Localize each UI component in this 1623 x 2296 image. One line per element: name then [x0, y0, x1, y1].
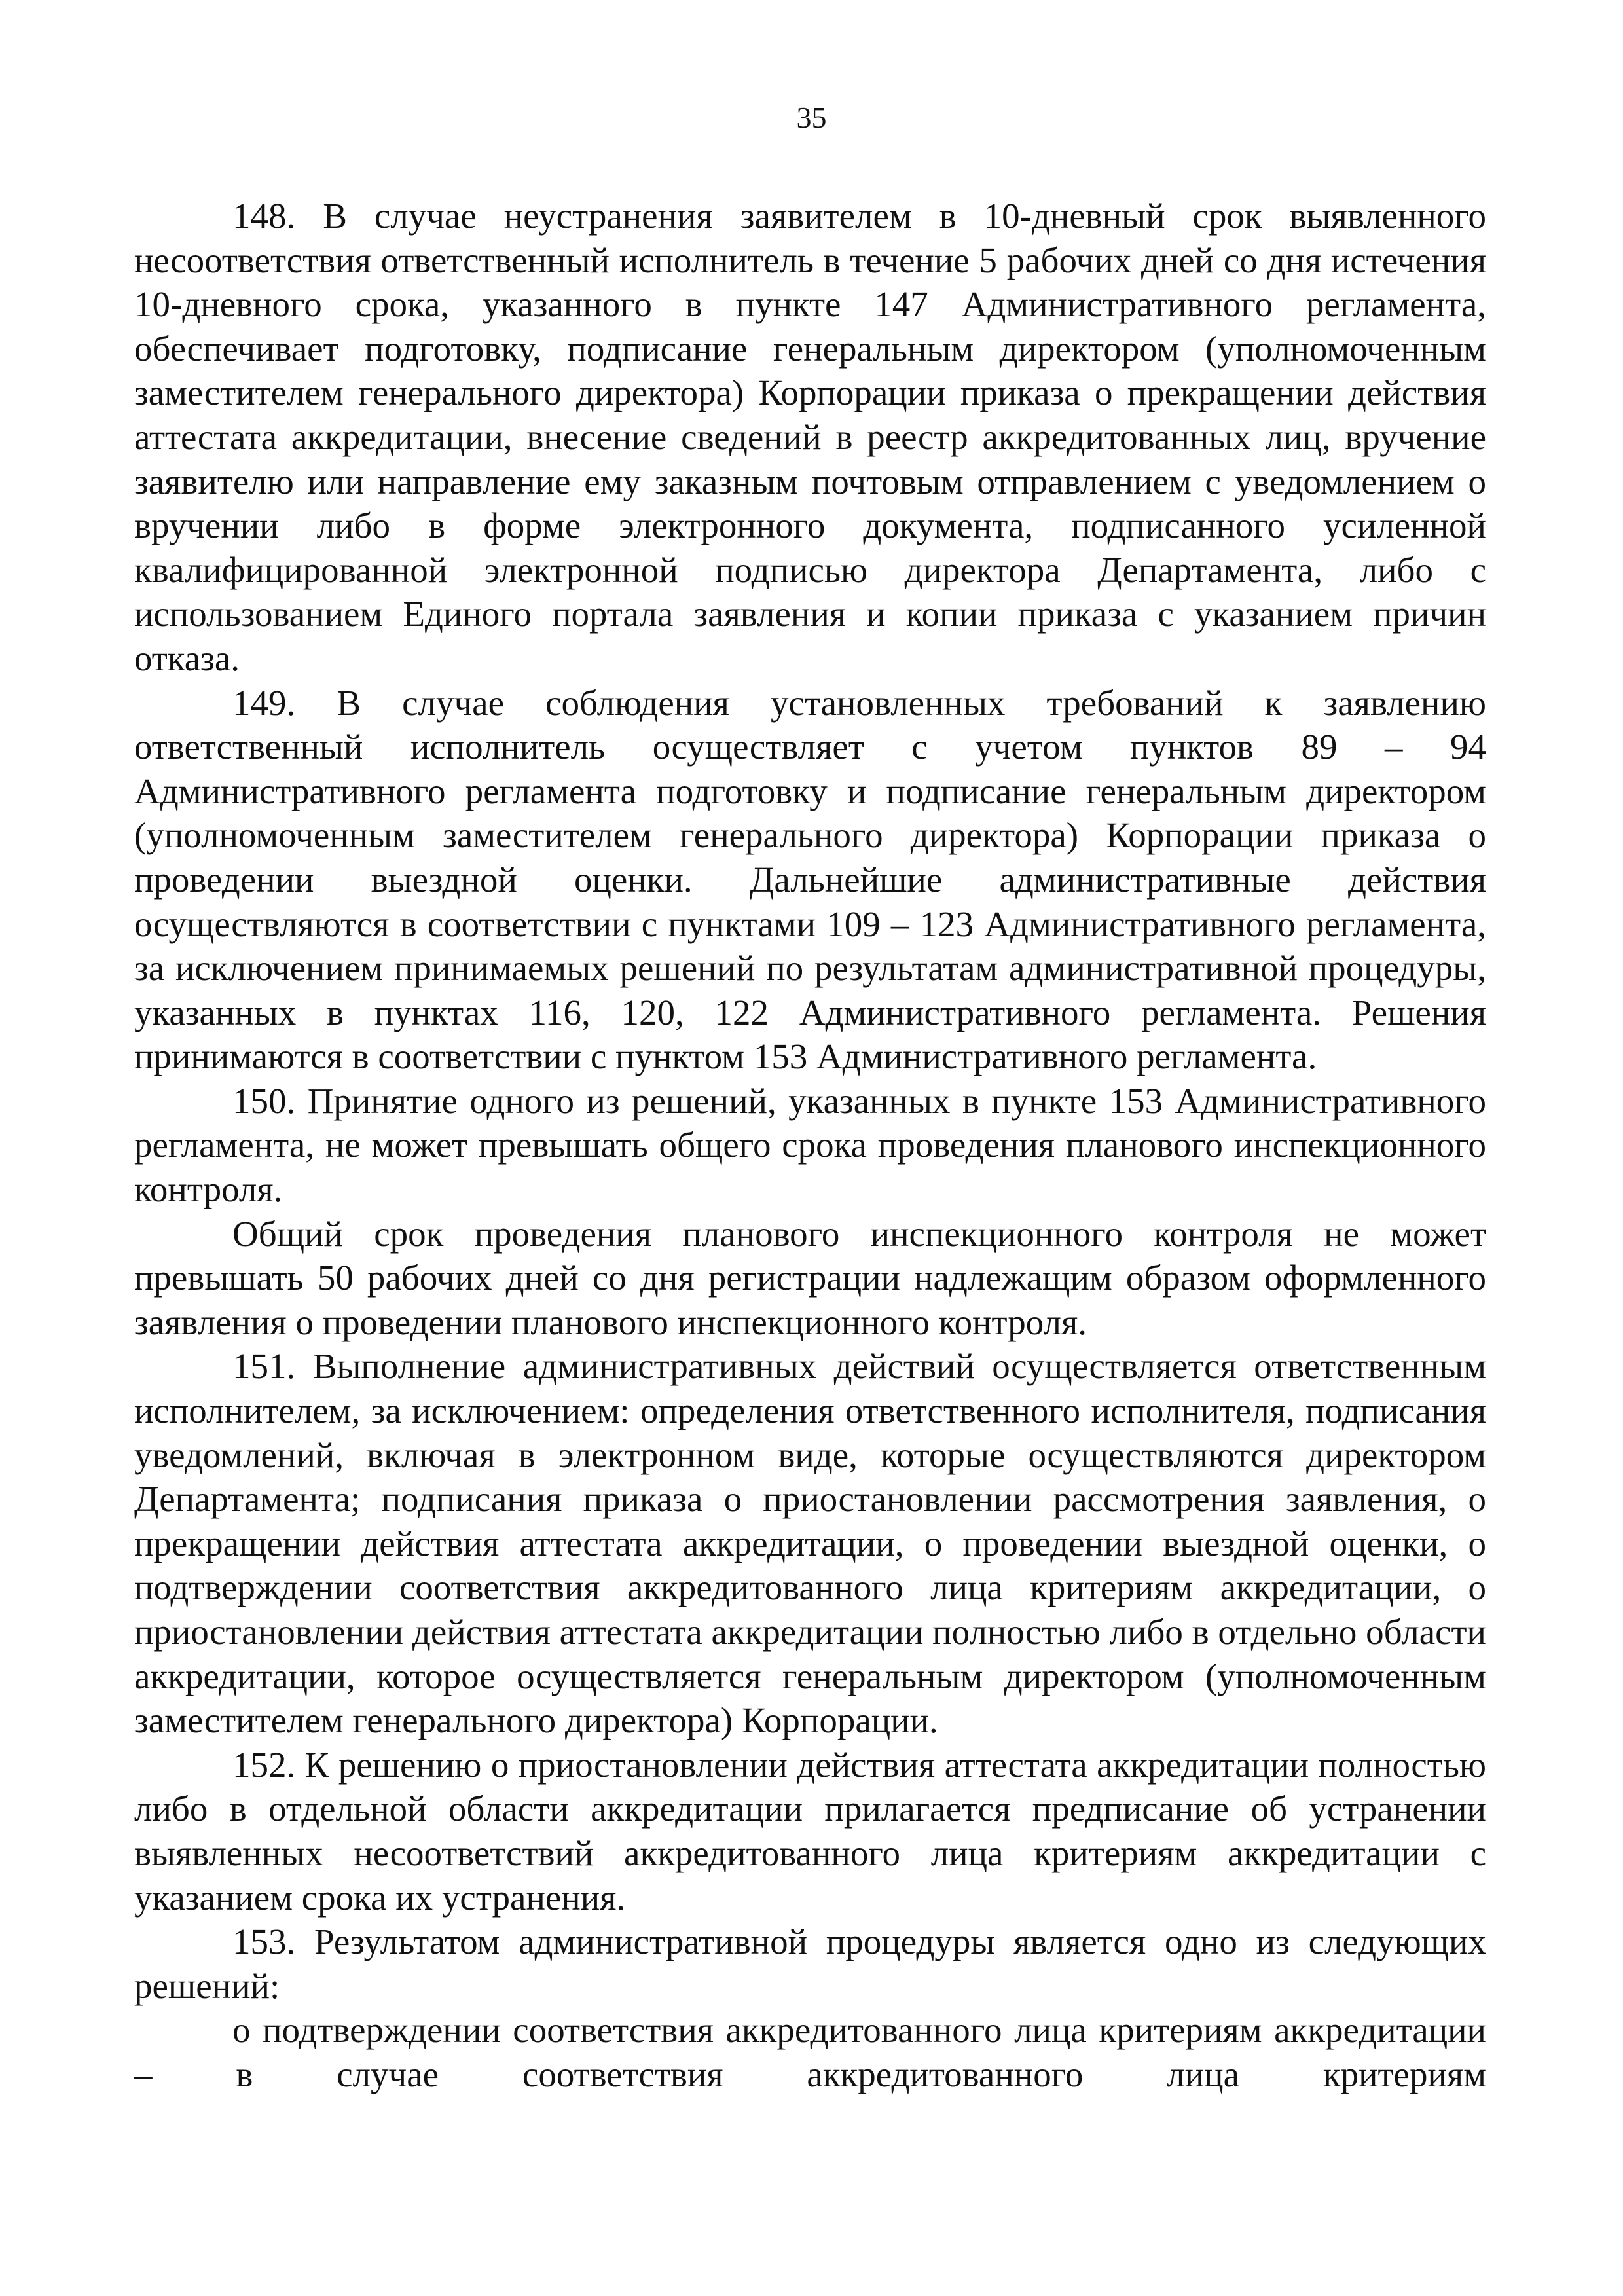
- paragraph-150: 150. Принятие одного из решений, указанных в пункте 153 Административного регламента, не может превышать общего срока проведения планового инспекционного контроля.: [134, 1080, 1486, 1210]
- paragraph-153: 153. Результатом административной процедуры является одно из следующих решений:: [134, 1922, 1486, 2006]
- page-number: 35: [796, 101, 827, 134]
- paragraph-149: 149. В случае соблюдения установленных требований к заявлению ответственный исполнитель осуществляет с учетом пунктов 89 – 94 Административного регламента подготовку и подписание генеральным директором (уполномоченным заместителем генерального директора) Корпорации приказа о проведении выездной оценки. Дальнейшие административные действия осуществляются в соответствии с пунктами 109 – 123 Административного регламента, за исключением принимаемых решений по результатам административной процедуры, указанных в пунктах 116, 120, 122 Административного регламента. Решения принимаются в соответствии с пунктом 153 Административного регламента.: [134, 682, 1486, 1077]
- paragraph-148: 148. В случае неустранения заявителем в 10-дневный срок выявленного несоответствия ответственный исполнитель в течение 5 рабочих дней со дня истечения 10-дневного срока, указанного в пункте 147 Административного регламента, обеспечивает подготовку, подписание генеральным директором (уполномоченным заместителем генерального директора) Корпорации приказа о прекращении действия аттестата аккредитации, внесение сведений в реестр аккредитованных лиц, вручение заявителю или направление ему заказным почтовым отправлением с уведомлением о вручении либо в форме электронного документа, подписанного усиленной квалифицированной электронной подписью директора Департамента, либо с использованием Единого портала заявления и копии приказа с указанием причин отказа.: [134, 196, 1486, 678]
- paragraph-153-decision-1: о подтверждении соответствия аккредитованного лица критериям аккредитации – в случае соответствия аккредитованного лица критериям: [134, 2010, 1486, 2094]
- paragraph-150-term: Общий срок проведения планового инспекционного контроля не может превышать 50 рабочих дней со дня регистрации надлежащим образом оформленного заявления о проведении планового инспекционного контроля.: [134, 1213, 1486, 1342]
- document-body: [134, 194, 1486, 2097]
- paragraph-151: 151. Выполнение административных действий осуществляется ответственным исполнителем, за исключением: определения ответственного исполнителя, подписания уведомлений, включая в электронном виде, которые осуществляются директором Департамента; подписания приказа о приостановлении рассмотрения заявления, о прекращении действия аттестата аккредитации, о проведении выездной оценки, о подтверждении соответствия аккредитованного лица критериям аккредитации, о приостановлении действия аттестата аккредитации полностью либо в отдельно области аккредитации, которое осуществляется генеральным директором (уполномоченным заместителем генерального директора) Корпорации.: [134, 1346, 1486, 1741]
- paragraph-152: 152. К решению о приостановлении действия аттестата аккредитации полностью либо в отдельной области аккредитации прилагается предписание об устранении выявленных несоответствий аккредитованного лица критериям аккредитации с указанием срока их устранения.: [134, 1744, 1486, 1918]
